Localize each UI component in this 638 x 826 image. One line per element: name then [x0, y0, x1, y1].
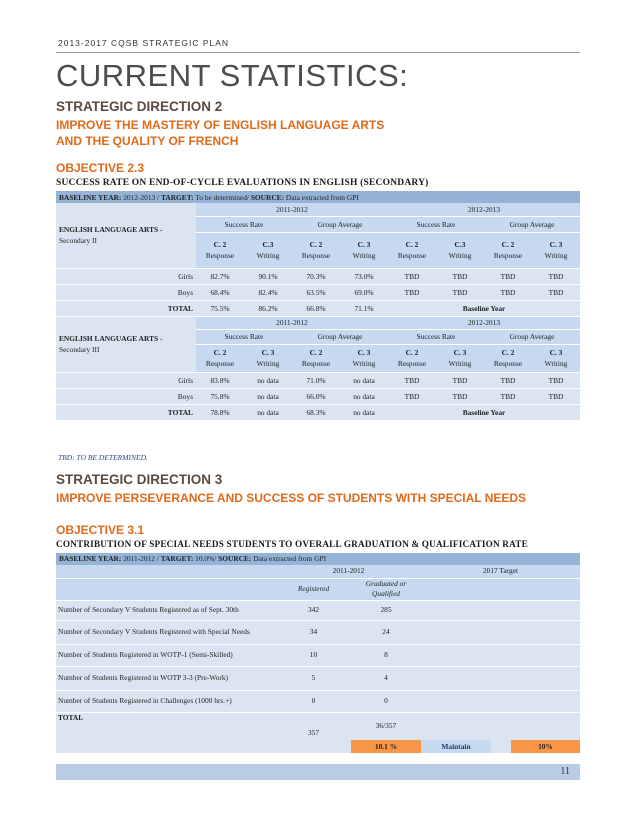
page-title: CURRENT STATISTICS: — [56, 58, 409, 93]
cell: no data — [244, 404, 292, 420]
cell: TBD — [436, 268, 484, 284]
blank-cell — [491, 600, 511, 620]
registered-header: Registered — [276, 578, 351, 600]
cell: 8 — [351, 644, 421, 666]
table-row — [56, 620, 580, 644]
sec3-year-1: 2011-2012 — [196, 316, 388, 329]
plan-header: 2013-2017 CQSB STRATEGIC PLAN — [58, 38, 230, 48]
baseline-caption: BASELINE YEAR: 2011-2012 / TARGET: 10.0%/ SOURCE: Data extracted from GPI — [56, 553, 580, 565]
sec3-col-header: C. 3 Writing — [340, 344, 388, 372]
table-row — [56, 690, 580, 712]
cell: TBD — [388, 388, 436, 404]
sd2-subtitle-line-2: AND THE QUALITY OF FRENCH — [56, 134, 239, 148]
cell: 68.4% — [196, 284, 244, 300]
cell: TBD — [436, 284, 484, 300]
cell: 71.0% — [292, 372, 340, 388]
sec3-col-header: C. 3 Writing — [244, 344, 292, 372]
total-label: TOTAL — [56, 404, 196, 420]
blank-cell — [511, 620, 580, 644]
strategic-direction-2-heading: STRATEGIC DIRECTION 2 — [56, 99, 223, 114]
row-label: Boys — [56, 284, 196, 300]
special-needs-table — [56, 553, 580, 753]
sec3-group-header: Group Average — [292, 329, 388, 344]
sec2-col-header: C. 2 Response — [484, 232, 532, 268]
blank-cell — [421, 690, 491, 712]
cell: 34 — [276, 620, 351, 644]
baseline-caption: BASELINE YEAR: 2012-2013 / TARGET: To be determined/ SOURCE: Data extracted from GPI — [56, 191, 580, 203]
year-header: 2011-2012 — [276, 565, 421, 578]
row-label: Number of Secondary V Students Registered with Special Needs — [56, 620, 276, 644]
cell: 0 — [351, 690, 421, 712]
sec3-col-header: C. 2 Response — [484, 344, 532, 372]
cell: TBD — [532, 284, 580, 300]
cell: no data — [244, 388, 292, 404]
blank-cell — [421, 712, 491, 740]
target-year-header: 2017 Target — [421, 565, 580, 578]
blank-cell — [491, 620, 511, 644]
table-row — [56, 600, 580, 620]
objective-2-3-heading: OBJECTIVE 2.3 — [56, 161, 145, 175]
cell: 36/357 — [351, 712, 421, 740]
blank-cell — [56, 578, 276, 600]
blank-cell — [491, 644, 511, 666]
cell: 5 — [276, 666, 351, 690]
total-label: TOTAL — [56, 300, 196, 316]
cell: 0 — [276, 690, 351, 712]
sec2-col-header: C. 3 Writing — [532, 232, 580, 268]
table-row — [56, 404, 580, 420]
blank-cell — [511, 666, 580, 690]
row-label: Number of Students Registered in Challenges (1000 hrs.+) — [56, 690, 276, 712]
blank-cell — [491, 578, 511, 600]
total-row — [56, 712, 580, 740]
sec2-group-header: Group Average — [292, 216, 388, 232]
sec2-year-2: 2012-2013 — [388, 203, 580, 216]
cell: 75.5% — [196, 300, 244, 316]
row-label: Number of Students Registered in WOTP 3-3 (Pre-Work) — [56, 666, 276, 690]
sec3-col-header: C. 2 Response — [388, 344, 436, 372]
cell: 285 — [351, 600, 421, 620]
cell: no data — [340, 388, 388, 404]
cell: 78.8% — [196, 404, 244, 420]
cell: TBD — [388, 268, 436, 284]
sec3-col-header: C. 3 Writing — [532, 344, 580, 372]
footer-bar — [56, 764, 580, 780]
table-row — [56, 284, 580, 300]
cell: 10 — [276, 644, 351, 666]
sec2-col-header: C.3 Writing — [436, 232, 484, 268]
blank-cell — [511, 712, 580, 740]
objective-2-3-subtitle: SUCCESS RATE ON END-OF-CYCLE EVALUATIONS IN ENGLISH (SECONDARY) — [56, 178, 429, 188]
cell: no data — [244, 372, 292, 388]
sec3-col-header: C. 3 Writing — [436, 344, 484, 372]
blank-cell — [511, 578, 580, 600]
sd2-subtitle-line-1: IMPROVE THE MASTERY OF ENGLISH LANGUAGE ARTS — [56, 118, 385, 132]
blank-cell — [491, 712, 511, 740]
blank-cell — [511, 600, 580, 620]
row-label: Number of Secondary V Students Registered as of Sept. 30th — [56, 600, 276, 620]
row-label: Girls — [56, 372, 196, 388]
graduated-header: Graduated or Qualified — [351, 578, 421, 600]
blank-cell — [421, 600, 491, 620]
table-row — [56, 300, 580, 316]
blank-cell — [491, 740, 511, 753]
cell: 69.0% — [340, 284, 388, 300]
cell: 63.5% — [292, 284, 340, 300]
cell: TBD — [484, 372, 532, 388]
sec2-group-header: Success Rate — [196, 216, 292, 232]
cell: 75.8% — [196, 388, 244, 404]
baseline-caption-row — [56, 553, 580, 565]
sec2-col-header: C.3 Writing — [244, 232, 292, 268]
page-number: 11 — [560, 766, 570, 777]
cell: 82.7% — [196, 268, 244, 284]
current-percentage: 10.1 % — [351, 740, 421, 753]
table-row — [56, 644, 580, 666]
cell: TBD — [436, 388, 484, 404]
blank-cell — [421, 666, 491, 690]
cell: TBD — [484, 284, 532, 300]
sec2-col-header: C. 2 Response — [196, 232, 244, 268]
cell: TBD — [436, 372, 484, 388]
cell: 82.4% — [244, 284, 292, 300]
sec2-group-header: Group Average — [484, 216, 580, 232]
sec3-year-2: 2012-2013 — [388, 316, 580, 329]
cell: TBD — [388, 372, 436, 388]
baseline-year-note: Baseline Year — [388, 404, 580, 420]
row-label: Number of Students Registered in WOTP-1 (Semi-Skilled) — [56, 644, 276, 666]
blank-cell — [421, 578, 491, 600]
cell: no data — [340, 372, 388, 388]
cell: 342 — [276, 600, 351, 620]
strategic-direction-3-subtitle: IMPROVE PERSEVERANCE AND SUCCESS OF STUDENTS WITH SPECIAL NEEDS — [56, 491, 527, 505]
blank-cell — [491, 666, 511, 690]
sec3-col-header: C. 2 Response — [196, 344, 244, 372]
objective-3-1-subtitle: CONTRIBUTION OF SPECIAL NEEDS STUDENTS TO OVERALL GRADUATION & QUALIFICATION RATE — [56, 539, 528, 549]
blank-cell — [421, 644, 491, 666]
cell: 357 — [276, 712, 351, 753]
sec2-group-label: ENGLISH LANGUAGE ARTS - Secondary II — [56, 203, 196, 268]
cell: 66.8% — [292, 300, 340, 316]
strategic-direction-3-heading: STRATEGIC DIRECTION 3 — [56, 472, 223, 487]
cell: TBD — [484, 268, 532, 284]
cell: 73.0% — [340, 268, 388, 284]
cell: 71.1% — [340, 300, 388, 316]
table-row — [56, 388, 580, 404]
table-row — [56, 268, 580, 284]
baseline-caption-row — [56, 191, 580, 203]
cell: 68.3% — [292, 404, 340, 420]
cell: 70.3% — [292, 268, 340, 284]
cell: no data — [340, 404, 388, 420]
sec3-group-header: Group Average — [484, 329, 580, 344]
sec2-col-header: C. 2 Response — [292, 232, 340, 268]
cell: 86.2% — [244, 300, 292, 316]
total-label: TOTAL — [56, 712, 276, 753]
cell: TBD — [532, 388, 580, 404]
sec2-col-header: C. 3 Writing — [340, 232, 388, 268]
english-success-table — [56, 191, 580, 421]
sec3-group-label: ENGLISH LANGUAGE ARTS - Secondary III — [56, 316, 196, 372]
maintain-label: Maintain — [421, 740, 491, 753]
cell: 83.8% — [196, 372, 244, 388]
row-label: Girls — [56, 268, 196, 284]
table-row — [56, 372, 580, 388]
row-label: Boys — [56, 388, 196, 404]
blank-cell — [511, 690, 580, 712]
blank-cell — [491, 690, 511, 712]
table-row — [56, 666, 580, 690]
header-rule — [56, 52, 580, 53]
cell: 4 — [351, 666, 421, 690]
blank-cell — [56, 565, 276, 578]
target-percentage: 10% — [511, 740, 580, 753]
cell: TBD — [388, 284, 436, 300]
sec2-year-1: 2011-2012 — [196, 203, 388, 216]
cell: 66.0% — [292, 388, 340, 404]
cell: TBD — [484, 388, 532, 404]
sec3-group-header: Success Rate — [196, 329, 292, 344]
baseline-year-note: Baseline Year — [388, 300, 580, 316]
cell: TBD — [532, 268, 580, 284]
objective-3-1-heading: OBJECTIVE 3.1 — [56, 523, 145, 537]
blank-cell — [511, 644, 580, 666]
cell: 24 — [351, 620, 421, 644]
strategic-direction-2-subtitle — [56, 117, 384, 149]
sec2-group-header: Success Rate — [388, 216, 484, 232]
sec3-group-header: Success Rate — [388, 329, 484, 344]
cell: TBD — [532, 372, 580, 388]
tbd-footnote: TBD: TO BE DETERMINED. — [58, 453, 148, 462]
cell: 90.1% — [244, 268, 292, 284]
blank-cell — [421, 620, 491, 644]
sec2-col-header: C. 2 Response — [388, 232, 436, 268]
sec3-col-header: C. 2 Response — [292, 344, 340, 372]
